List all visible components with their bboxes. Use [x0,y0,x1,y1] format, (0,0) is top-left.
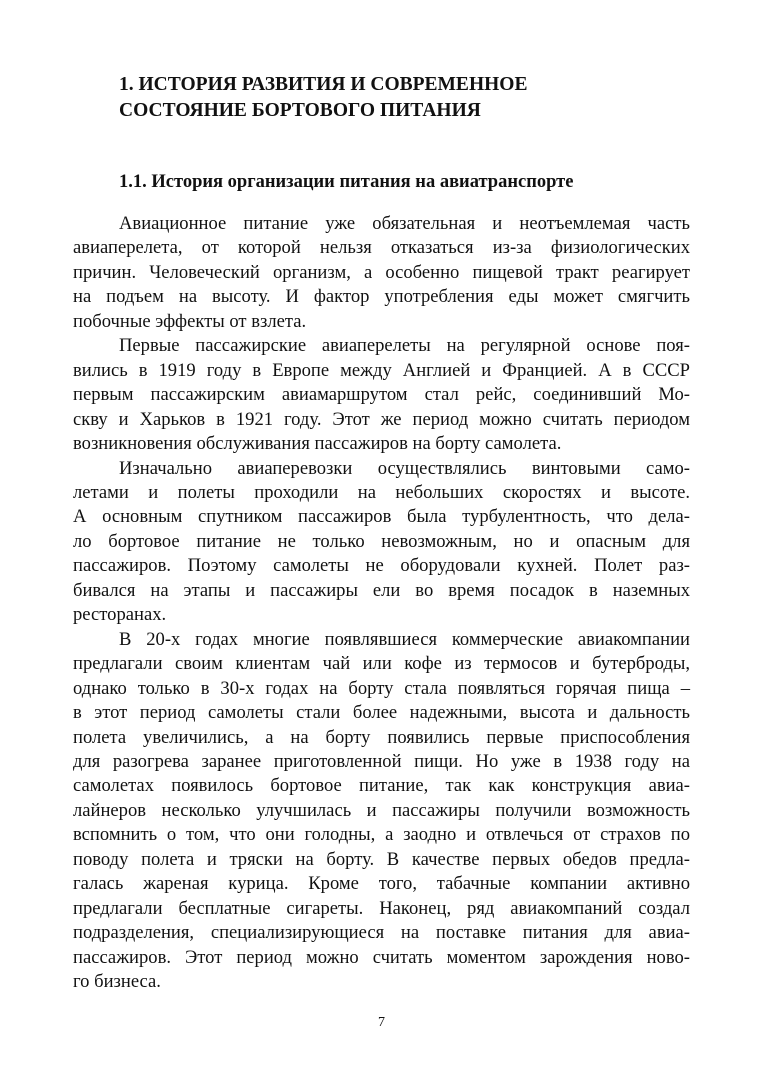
text-line: для разогрева заранее приготовленной пищи. Но уже в 1938 году на [73,750,690,772]
chapter-title [119,72,679,124]
text-line: лайнеров несколько улучшилась и пассажиры получили возможность [73,799,690,821]
text-line: причин. Человеческий организм, а особенно пищевой тракт реагирует [73,261,690,283]
text-line: предлагали бесплатные сигареты. Наконец, ряд авиакомпаний создал [73,897,690,919]
text-line: галась жареная курица. Кроме того, табачные компании активно [73,873,690,895]
text-line: вспомнить о том, что они голодны, а заодно и отвлечься от страхов по [73,824,690,846]
text-line: В 20-х годах многие появлявшиеся коммерческие авиакомпании [119,628,690,650]
text-line: пассажиров. Этот период можно считать моментом зарождения ново- [73,946,690,968]
text-line: пассажиров. Поэтому самолеты не оборудовали кухней. Полет раз- [73,555,690,577]
text-line: Изначально авиаперевозки осуществлялись винтовыми само- [119,457,690,479]
text-line: однако только в 30-х годах на борту стала появляться горячая пища – [73,677,690,699]
text-line: скву и Харьков в 1921 году. Этот же период можно считать периодом [73,408,690,430]
text-line: ресторанах. [73,604,167,626]
text-line: самолетах появилось бортовое питание, так как конструкция авиа- [73,775,690,797]
paragraph-2 [73,334,690,456]
paragraph-1 [73,212,690,334]
body-text [73,212,690,995]
paragraph-3 [73,457,690,628]
text-line: А основным спутником пассажиров была турбулентность, что дела- [73,506,690,528]
text-line: побочные эффекты от взлета. [73,310,307,332]
text-line: го бизнеса. [73,971,161,993]
text-line: возникновения обслуживания пассажиров на борту самолета. [73,433,562,455]
text-line: полета увеличились, а на борту появились первые приспособления [73,726,690,748]
paragraph-4 [73,628,690,995]
text-line: в этот период самолеты стали более надежными, высота и дальность [73,702,690,724]
text-line: Авиационное питание уже обязательная и неотъемлемая часть [119,213,690,234]
text-line: предлагали своим клиентам чай или кофе из термосов и бутерброды, [73,653,690,675]
text-line: подразделения, специализирующиеся на поставке питания для авиа- [73,922,690,944]
text-line: ло бортовое питание не только невозможным, но и опасным для [73,530,690,552]
chapter-title-line: СОСТОЯНИЕ БОРТОВОГО ПИТАНИЯ [119,100,481,121]
text-line: бивался на этапы и пассажиры ели во время посадок в наземных [73,579,690,601]
chapter-title-line: 1. ИСТОРИЯ РАЗВИТИЯ И СОВРЕМЕННОЕ [119,74,528,95]
page-number: 7 [378,1015,385,1030]
text-line: авиаперелета, от которой нельзя отказаться из-за физиологических [73,237,690,259]
text-line: Первые пассажирские авиаперелеты на регулярной основе поя- [119,335,690,357]
section-title: 1.1. История организации питания на авиатранспорте [119,172,574,192]
text-line: поводу полета и тряски на борту. В качестве первых обедов предла- [73,848,690,870]
text-line: на подъем на высоту. И фактор употребления еды может смягчить [73,286,690,308]
text-line: вились в 1919 году в Европе между Англией и Францией. А в СССР [73,359,690,381]
text-line: первым пассажирским авиамаршрутом стал рейс, соединивший Мо- [73,384,690,406]
text-line: летами и полеты проходили на небольших скоростях и высоте. [73,481,690,503]
